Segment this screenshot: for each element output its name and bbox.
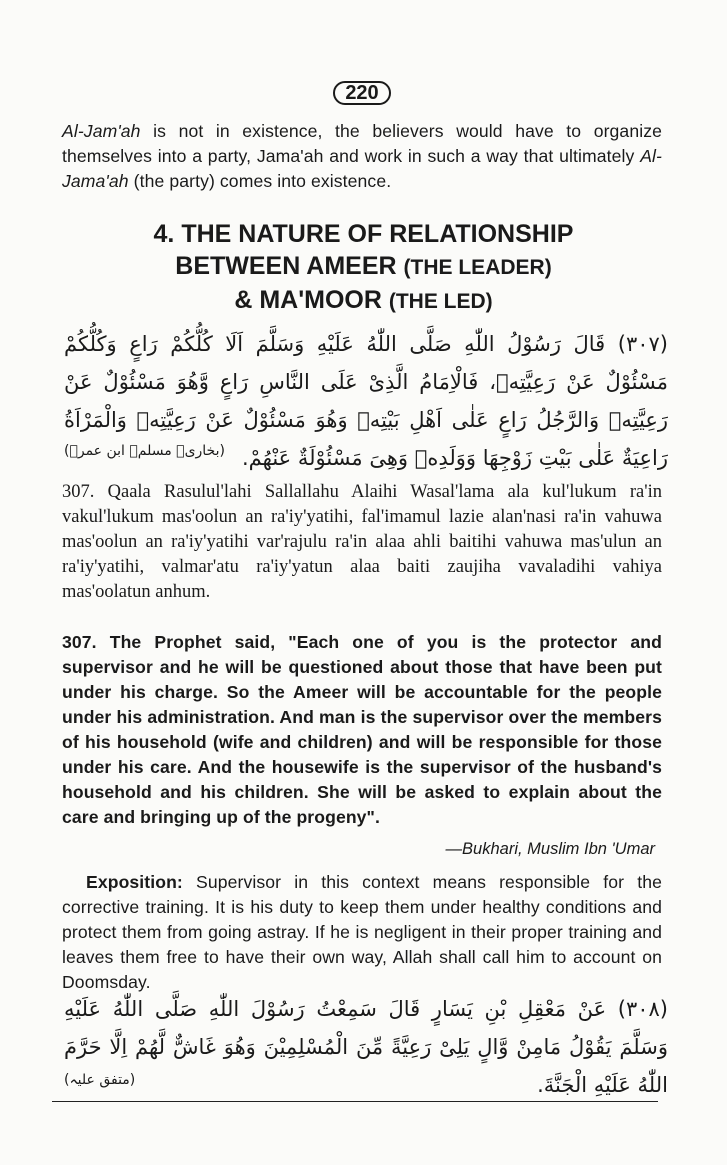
heading-line-2 <box>40 250 687 284</box>
page-number: 220 <box>333 81 391 105</box>
intro-text-2: (the party) comes into existence. <box>128 171 392 191</box>
intro-paragraph <box>62 119 662 194</box>
heading-line-3 <box>40 284 687 318</box>
exposition-label: Exposition: <box>86 872 183 892</box>
heading-line-2-main: BETWEEN AMEER <box>175 252 404 280</box>
hadith-308-reference: (متفق علیہ) <box>64 1072 136 1088</box>
intro-italic-2: Al-Jama'ah <box>62 146 662 191</box>
hadith-307-arabic: (٣٠٧) قَالَ رَسُوْلُ اللّٰهِ صَلَّى اللّٰهُ عَلَيْهِ وَسَلَّمَ اَلَا كُلُّكُمْ رَاعٍ وَكُلُّكُمْ مَسْئُوْلٌ عَنْ رَعِيَّتِهٖ، فَالْاِمَامُ الَّذِىْ عَلَى النَّاسِ رَاعٍ وَّهُوَ مَسْئُوْلٌ عَنْ رَعِيَّتِهٖ وَالرَّجُلُ رَاعٍ عَلٰى اَهْلِ بَيْتِهٖ وَهُوَ مَسْئُوْلٌ عَنْ رَعِيَّتِهٖ وَالْمَرْاَةُ رَاعِيَةٌ عَلٰى بَيْتِ زَوْجِهَا وَوَلَدِهٖ وَهِىَ مَسْئُوْلَةٌ عَنْهُمْ. <box>64 332 668 470</box>
heading-line-1: 4. THE NATURE OF RELATIONSHIP <box>153 220 574 248</box>
intro-text-1: is not in existence, the believers would have to organize themselves into a party, Jama'ah and work in such a way that ultimately <box>62 121 662 166</box>
hadith-307-transliteration: 307. Qaala Rasulul'lahi Sallallahu Alaihi Wasal'lama ala kul'lukum ra'in vakul'lukum mas'oolun an ra'iy'yatihi, fal'imamul lazie alan'nasi ra'in vahuwa mas'oolun an ra'iy'yatihi var'rajulu ra'in alaa ahli baitihi vahuwa mas'ulun an ra'iy'yatihi, valmar'atu ra'iy'yatun alaa baiti zaujiha vavaladihi vahiya mas'oolatun anhum. <box>62 482 662 602</box>
exposition-text: Supervisor in this context means responsible for the corrective training. It is his duty to keep them under healthy conditions and protect them from going astray. If he is negligent in their proper training and leaves them free to have their own way, Allah shall call him to account on Doomsday. <box>62 872 662 992</box>
heading-line-3-paren: (THE LED) <box>388 290 493 313</box>
intro-italic-1: Al-Jam'ah <box>62 121 141 141</box>
hadith-307-translation: 307. The Prophet said, "Each one of you is the protector and supervisor and he will be questioned about those that have been put under his charge. So the Ameer will be accountable for the people under his administration. And man is the supervisor over the members of his household (wife and children) and will be responsible for those under his care. And the housewife is the supervisor of the husband's household and his children. She will be asked to explain about the care and bringing up of the progeny". <box>62 632 662 827</box>
hadith-307-reference: (بخاری۔ مسلم۔ ابن عمرؓ) <box>64 443 225 459</box>
heading-line-3-main: & MA'MOOR <box>234 286 389 314</box>
footer-rule <box>52 1101 658 1102</box>
hadith-308-arabic: (٣٠٨) عَنْ مَعْقِلِ بْنِ يَسَارٍ قَالَ سَمِعْتُ رَسُوْلَ اللّٰهِ صَلَّى اللّٰهُ عَلَيْهِ وَسَلَّمَ يَقُوْلُ مَامِنْ وَّالٍ يَلِىْ رَعِيَّةً مِّنَ الْمُسْلِمِيْنَ وَهُوَ غَاشٌّ لَّهُمْ اِلَّا حَرَّمَ اللّٰهُ عَلَيْهِ الْجَنَّةَ. <box>64 997 668 1097</box>
hadith-307-attribution: —Bukhari, Muslim Ibn 'Umar <box>445 840 655 858</box>
heading-line-2-paren: (THE LEADER) <box>403 256 552 279</box>
exposition-paragraph <box>62 870 662 995</box>
section-heading <box>40 218 687 318</box>
